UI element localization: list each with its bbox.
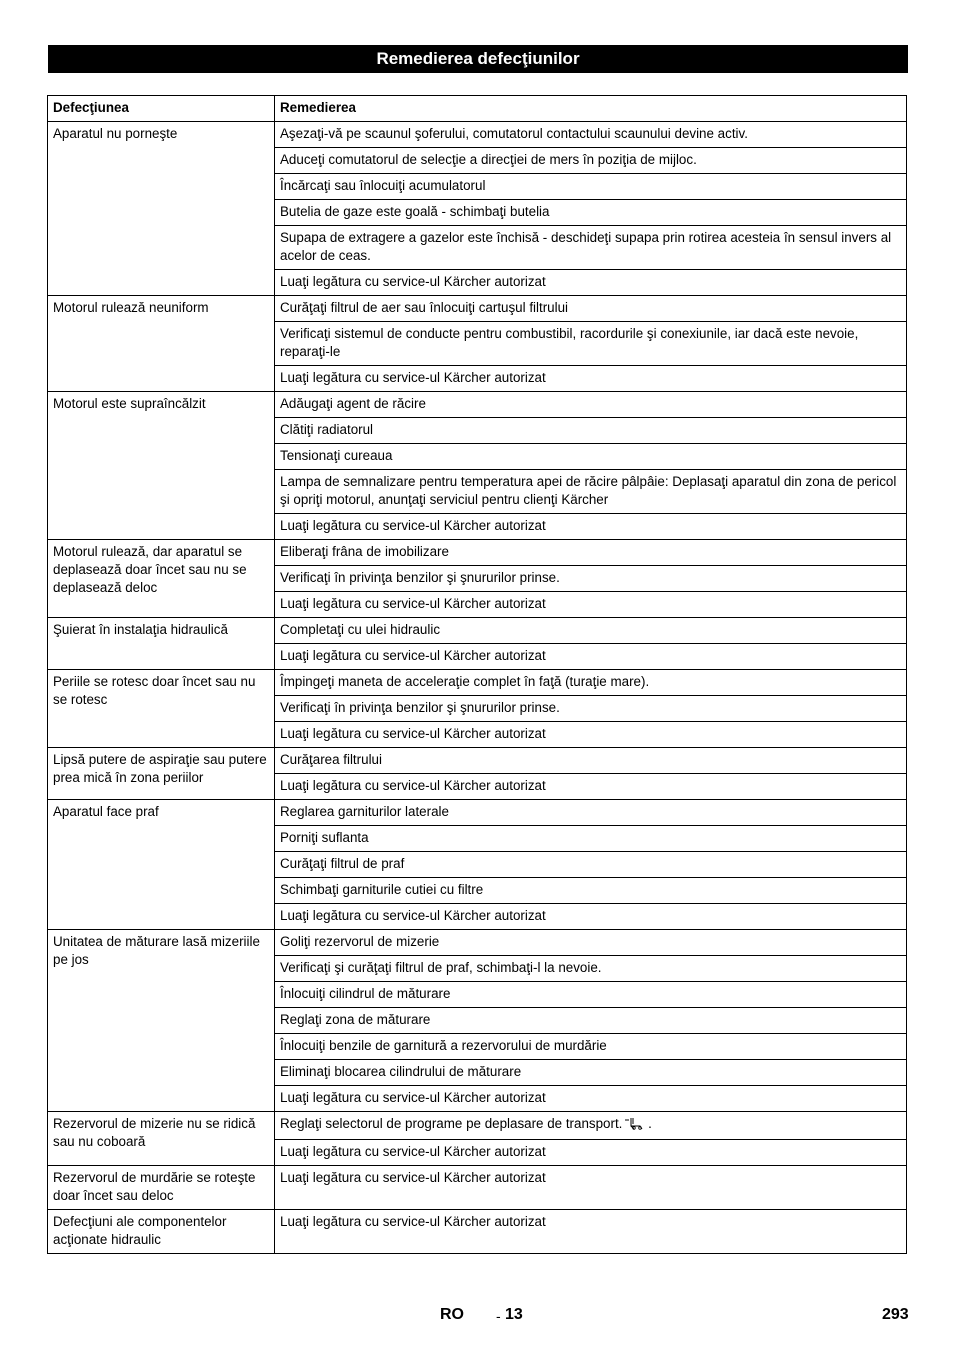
section-title: Remedierea defecţiunilor — [48, 45, 908, 73]
fault-cell: Lipsă putere de aspiraţie sau putere prea mică în zona periilor — [48, 748, 275, 800]
table-row — [48, 670, 907, 696]
remedy-cell — [275, 366, 907, 392]
remedy-text: Curăţaţi filtrul de praf — [280, 856, 405, 871]
remedy-cell — [275, 392, 907, 418]
table-row — [48, 392, 907, 418]
remedy-cell — [275, 592, 907, 618]
remedy-text: Curăţaţi filtrul de aer sau înlocuiţi cartuşul filtrului — [280, 300, 569, 315]
remedy-text: Reglarea garniturilor laterale — [280, 804, 449, 819]
remedy-cell — [275, 696, 907, 722]
fault-cell: Unitatea de măturare lasă mizeriile pe jos — [48, 930, 275, 1112]
remedy-text: Clătiţi radiatorul — [280, 422, 374, 437]
footer-page-number: 293 — [882, 1306, 909, 1323]
remedy-cell — [275, 444, 907, 470]
remedy-cell — [275, 1060, 907, 1086]
remedy-cell — [275, 904, 907, 930]
remedy-cell — [275, 174, 907, 200]
remedy-text: Verificaţi şi curăţaţi filtrul de praf, schimbaţi-l la nevoie. — [280, 960, 602, 975]
remedy-text: Luaţi legătura cu service-ul Kärcher autorizat — [280, 908, 546, 923]
table-row — [48, 800, 907, 826]
footer-language: RO — [440, 1306, 464, 1323]
remedy-text: Luaţi legătura cu service-ul Kärcher autorizat — [280, 1144, 546, 1159]
remedy-text: Verificaţi în privinţa benzilor şi şnururilor prinse. — [280, 570, 560, 585]
remedy-text: Aşezaţi-vă pe scaunul şoferului, comutatorul contactului scaunului devine activ. — [280, 126, 748, 141]
remedy-cell — [275, 618, 907, 644]
remedy-text: Înlocuiţi cilindrul de măturare — [280, 986, 451, 1001]
remedy-cell — [275, 148, 907, 174]
transport-mode-icon — [624, 1116, 644, 1135]
remedy-cell — [275, 878, 907, 904]
remedy-cell — [275, 826, 907, 852]
remedy-cell — [275, 566, 907, 592]
remedy-cell — [275, 322, 907, 366]
remedy-text: Lampa de semnalizare pentru temperatura apei de răcire pâlpâie: Deplasaţi aparatul din zona de pericol şi opriţi motorul, anunţaţi serviciul pentru clienţi Kärcher — [280, 474, 897, 507]
remedy-text: Goliţi rezervorul de mizerie — [280, 934, 440, 949]
remedy-text: Verificaţi în privinţa benzilor şi şnururilor prinse. — [280, 700, 560, 715]
fault-cell: Periile se rotesc doar încet sau nu se rotesc — [48, 670, 275, 748]
remedy-cell — [275, 200, 907, 226]
remedy-text: Luaţi legătura cu service-ul Kärcher autorizat — [280, 1214, 546, 1229]
fault-cell: Defecţiuni ale componentelor acţionate hidraulic — [48, 1210, 275, 1254]
remedy-text: Luaţi legătura cu service-ul Kärcher autorizat — [280, 726, 546, 741]
remedy-cell — [275, 1086, 907, 1112]
table-row — [48, 748, 907, 774]
remedy-text: Tensionaţi cureaua — [280, 448, 393, 463]
remedy-cell — [275, 470, 907, 514]
table-row — [48, 930, 907, 956]
remedy-cell — [275, 1210, 907, 1254]
remedy-text: Eliminaţi blocarea cilindrului de măturare — [280, 1064, 522, 1079]
remedy-text: Supapa de extragere a gazelor este închisă - deschideţi supapa prin rotirea acesteia în sensul invers al acelor de ceas. — [280, 230, 892, 263]
troubleshooting-table — [47, 95, 907, 1254]
fault-cell: Motorul rulează, dar aparatul se deplasează doar încet sau nu se deplasează deloc — [48, 540, 275, 618]
fault-cell: Aparatul nu porneşte — [48, 122, 275, 296]
table-row — [48, 540, 907, 566]
fault-cell: Aparatul face praf — [48, 800, 275, 930]
footer-section-page: 13 — [505, 1306, 523, 1323]
remedy-text: Adăugaţi agent de răcire — [280, 396, 426, 411]
remedy-text: Împingeţi maneta de acceleraţie complet în faţă (turaţie mare). — [280, 674, 650, 689]
header-fault: Defecţiunea — [48, 96, 275, 122]
remedy-cell — [275, 1140, 907, 1166]
remedy-text: Completaţi cu ulei hidraulic — [280, 622, 441, 637]
remedy-cell — [275, 226, 907, 270]
remedy-text: Luaţi legătura cu service-ul Kärcher autorizat — [280, 1170, 546, 1185]
fault-cell: Rezervorul de murdărie se roteşte doar încet sau deloc — [48, 1166, 275, 1210]
fault-cell: Şuierat în instalaţia hidraulică — [48, 618, 275, 670]
remedy-cell — [275, 800, 907, 826]
remedy-text: Verificaţi sistemul de conducte pentru combustibil, racordurile şi conexiunile, iar dacă este nevoie, reparaţi-le — [280, 326, 859, 359]
fault-cell: Rezervorul de mizerie nu se ridică sau nu coboară — [48, 1112, 275, 1166]
remedy-period: . — [644, 1116, 652, 1131]
remedy-cell — [275, 1112, 907, 1140]
remedy-text: Curăţarea filtrului — [280, 752, 382, 767]
remedy-text: Luaţi legătura cu service-ul Kärcher autorizat — [280, 1090, 546, 1105]
remedy-cell — [275, 670, 907, 696]
remedy-cell — [275, 122, 907, 148]
remedy-cell — [275, 774, 907, 800]
remedy-cell — [275, 956, 907, 982]
remedy-cell — [275, 852, 907, 878]
remedy-text: Luaţi legătura cu service-ul Kärcher autorizat — [280, 274, 546, 289]
remedy-text: Luaţi legătura cu service-ul Kärcher autorizat — [280, 778, 546, 793]
remedy-text: Reglaţi selectorul de programe pe deplasare de transport. — [280, 1116, 623, 1131]
remedy-cell — [275, 722, 907, 748]
table-header-row — [48, 96, 907, 122]
table-body — [48, 122, 907, 1254]
footer-separator: - — [496, 1308, 501, 1324]
table-row — [48, 1210, 907, 1254]
remedy-cell — [275, 1034, 907, 1060]
remedy-text: Porniţi suflanta — [280, 830, 369, 845]
remedy-text: Luaţi legătura cu service-ul Kärcher autorizat — [280, 518, 546, 533]
remedy-cell — [275, 418, 907, 444]
remedy-cell — [275, 1008, 907, 1034]
remedy-cell — [275, 270, 907, 296]
remedy-text: Luaţi legătura cu service-ul Kärcher autorizat — [280, 370, 546, 385]
fault-cell: Motorul este supraîncălzit — [48, 392, 275, 540]
remedy-cell — [275, 296, 907, 322]
remedy-cell — [275, 1166, 907, 1210]
remedy-cell — [275, 514, 907, 540]
table-row — [48, 122, 907, 148]
remedy-text: Aduceţi comutatorul de selecţie a direcţiei de mers în poziţia de mijloc. — [280, 152, 697, 167]
remedy-cell — [275, 644, 907, 670]
remedy-text: Eliberaţi frâna de imobilizare — [280, 544, 449, 559]
fault-cell: Motorul rulează neuniform — [48, 296, 275, 392]
remedy-text: Luaţi legătura cu service-ul Kärcher autorizat — [280, 648, 546, 663]
remedy-text: Reglaţi zona de măturare — [280, 1012, 431, 1027]
remedy-cell — [275, 540, 907, 566]
table-row — [48, 1166, 907, 1210]
table-row — [48, 618, 907, 644]
remedy-text: Înlocuiţi benzile de garnitură a rezervorului de murdărie — [280, 1038, 607, 1053]
remedy-text: Schimbaţi garniturile cutiei cu filtre — [280, 882, 484, 897]
table-row — [48, 1112, 907, 1140]
remedy-text: Încărcaţi sau înlocuiţi acumulatorul — [280, 178, 486, 193]
remedy-cell — [275, 930, 907, 956]
table-row — [48, 296, 907, 322]
remedy-text: Butelia de gaze este goală - schimbaţi butelia — [280, 204, 550, 219]
header-remedy: Remedierea — [275, 96, 907, 122]
remedy-cell — [275, 982, 907, 1008]
remedy-cell — [275, 748, 907, 774]
remedy-text: Luaţi legătura cu service-ul Kärcher autorizat — [280, 596, 546, 611]
